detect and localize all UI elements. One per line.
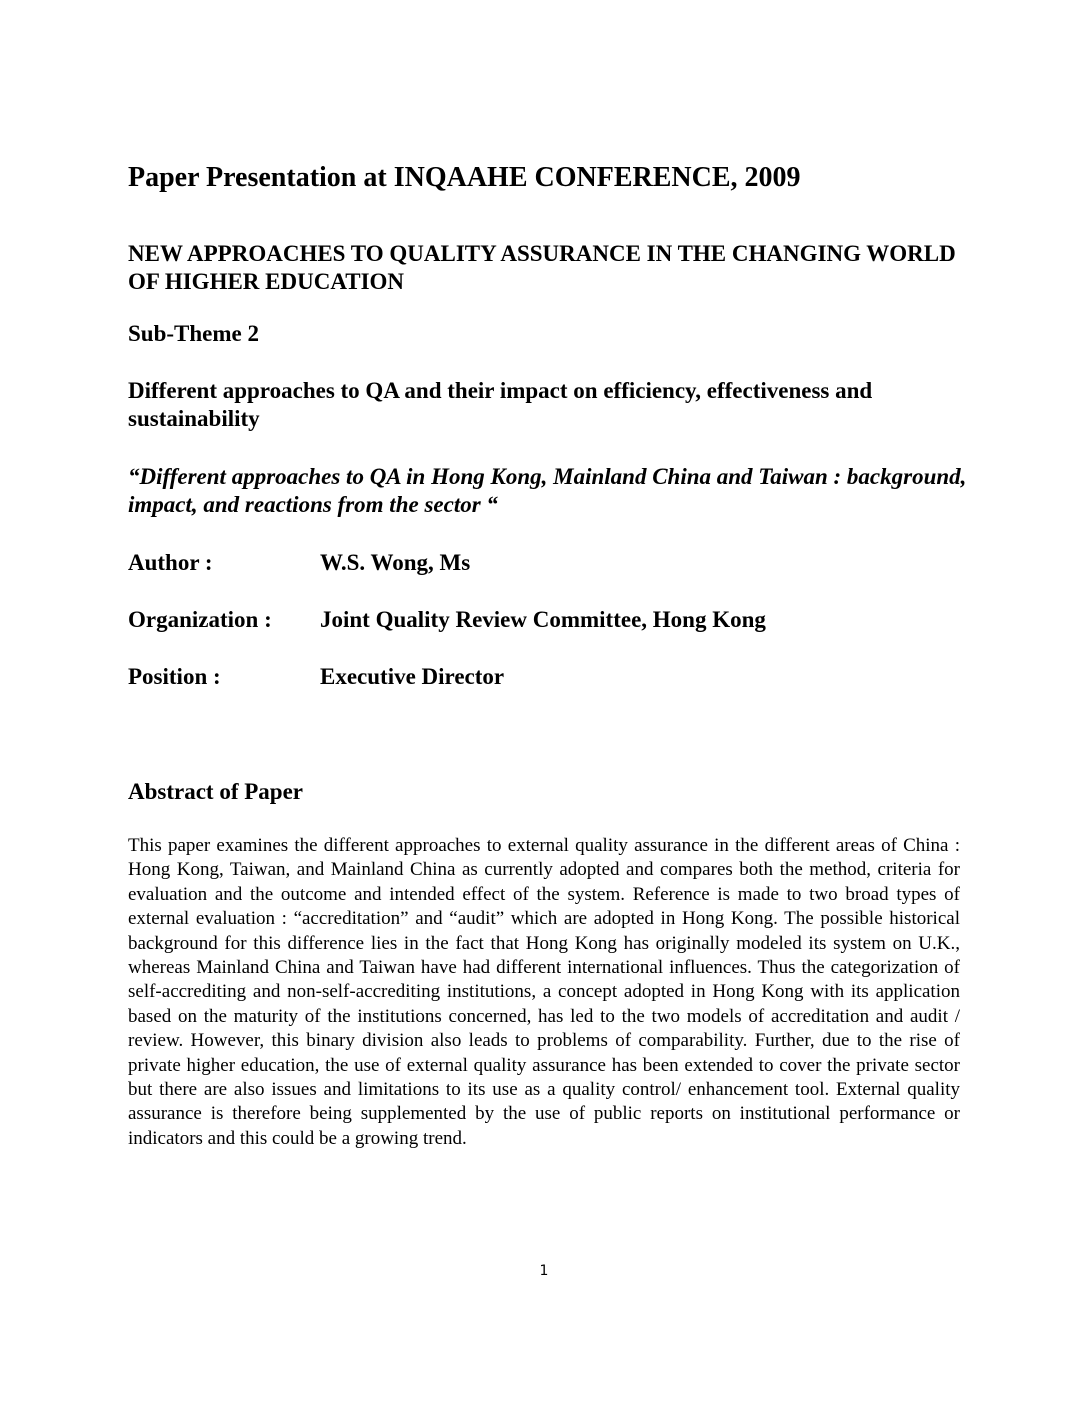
position-row: [128, 663, 968, 693]
organization-row: [128, 606, 968, 636]
author-value: W.S. Wong, Ms: [320, 550, 471, 575]
author-label: Author :: [128, 550, 213, 575]
author-row: [128, 549, 968, 579]
conference-title: Paper Presentation at INQAAHE CONFERENCE, 2009: [128, 162, 801, 193]
position-label: Position :: [128, 664, 221, 689]
abstract-heading: Abstract of Paper: [128, 779, 304, 804]
sub-theme-label: Sub-Theme 2: [128, 321, 259, 346]
main-title: NEW APPROACHES TO QUALITY ASSURANCE IN THE CHANGING WORLD OF HIGHER EDUCATION: [128, 241, 956, 294]
paper-title: “Different approaches to QA in Hong Kong, Mainland China and Taiwan : background, impact, and reactions from the sector “: [128, 464, 967, 517]
organization-value: Joint Quality Review Committee, Hong Kong: [320, 607, 766, 632]
sub-theme-title: Different approaches to QA and their impact on efficiency, effectiveness and sustainability: [128, 378, 873, 431]
page-number: 1: [539, 1263, 549, 1279]
position-value: Executive Director: [320, 664, 505, 689]
abstract-body: This paper examines the different approaches to external quality assurance in the different areas of China : Hong Kong, Taiwan, and Mainland China as currently adopted and compares both the method, criteria for evaluation and the outcome and intended effect of the system. Reference is made to two broad types of external evaluation : “accreditation” and “audit” which are adopted in Hong Kong. The possible historical background for this difference lies in the fact that Hong Kong has originally modeled its system on U.K., whereas Mainland China and Taiwan have had different international influences. Thus the categorization of self-accrediting and non-self-accrediting institutions, a concept adopted in Hong Kong with its application based on the maturity of the institutions concerned, has led to the two models of accreditation and audit / review. However, this binary division also leads to problems of comparability. Further, due to the rise of private higher education, the use of external quality assurance has been extended to cover the private sector but there are also issues and limitations to its use as a quality control/ enhancement tool. External quality assurance is therefore being supplemented by the use of public reports on institutional performance or indicators and this could be a growing trend.: [128, 835, 960, 1149]
organization-label: Organization :: [128, 607, 272, 632]
